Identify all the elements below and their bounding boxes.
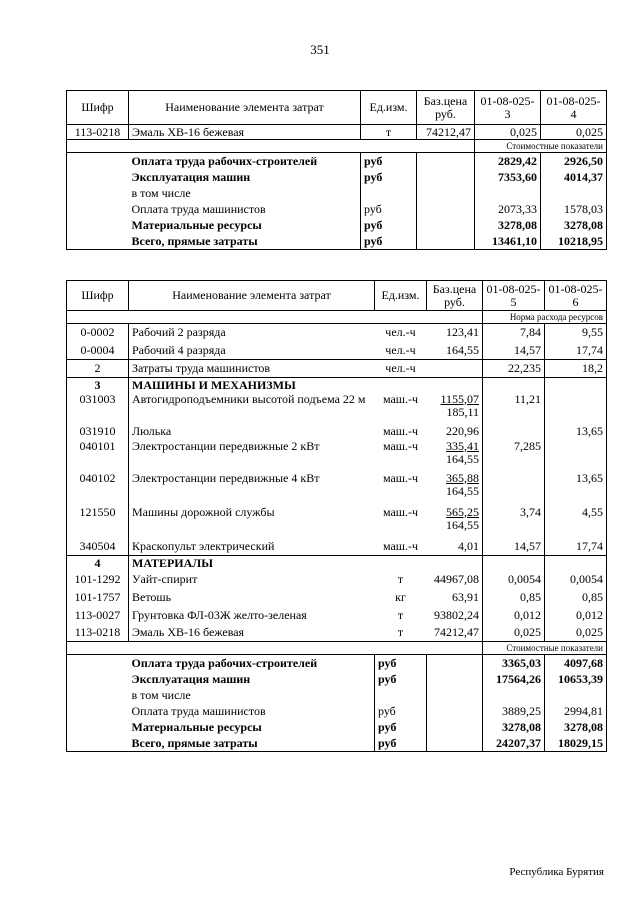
cell-code: 031003	[67, 393, 129, 423]
cell-v1: 0,85	[483, 589, 545, 607]
total-unit: руб	[361, 233, 417, 250]
cost-caption: Стоимостные показатели	[483, 642, 607, 655]
header-code: Шифр	[67, 91, 129, 125]
cell-unit: т	[375, 625, 427, 642]
cell-v1: 0,0054	[483, 571, 545, 589]
cell-name: Уайт-спирит	[129, 571, 375, 589]
cell-price: 63,91	[452, 590, 479, 604]
header-price: Баз.цена руб.	[427, 281, 483, 311]
cell-v1: 7,285	[483, 440, 545, 472]
total-label: Эксплуатация машин	[131, 672, 251, 686]
cell-price: 365,88	[446, 470, 479, 485]
total-label: Оплата труда машинистов	[131, 202, 266, 216]
cell-code: 113-0027	[67, 607, 129, 625]
cell-v2: 13,65	[545, 423, 607, 440]
cell-v1: 0,025	[475, 125, 541, 140]
cell-v1: 3,74	[483, 506, 545, 538]
section-code: 3	[67, 378, 129, 393]
table-row	[67, 342, 607, 360]
cost-table-1	[66, 90, 607, 250]
norm-caption: Норма расхода ресурсов	[483, 311, 607, 324]
cell-v2: 9,55	[545, 324, 607, 342]
table-row	[67, 423, 607, 440]
total-label: Всего, прямые затраты	[129, 735, 375, 752]
total-v2: 2994,81	[545, 703, 607, 719]
cell-code: 113-0218	[67, 125, 129, 140]
cell-v1: 11,21	[483, 393, 545, 423]
total-v1: 3278,08	[475, 217, 541, 233]
cell-price: 4,01	[427, 538, 483, 556]
table-row	[67, 571, 607, 589]
cell-v2: 4,55	[545, 506, 607, 538]
cell-price: 164,55	[427, 342, 483, 360]
section-code: 4	[67, 556, 129, 571]
cell-unit: т	[397, 608, 404, 622]
total-v1: 2829,42	[475, 153, 541, 170]
total-label: Материальные ресурсы	[131, 218, 262, 232]
total-label: Эксплуатация машин	[131, 170, 251, 184]
cell-name: Машины дорожной службы	[129, 506, 375, 538]
total-v2: 2926,50	[541, 153, 607, 170]
cell-name: Автогидроподъемники высотой подъема 22 м	[129, 393, 375, 423]
cell-price: 93802,24	[434, 608, 479, 622]
cell-v1: 14,57	[483, 342, 545, 360]
cell-unit: маш.-ч	[382, 470, 419, 485]
cell-code: 101-1292	[67, 571, 129, 589]
cell-unit: маш.-ч	[382, 423, 419, 438]
cell-name: Ветошь	[129, 589, 375, 607]
total-v1: 17564,26	[483, 671, 545, 687]
total-v1: 3889,25	[483, 703, 545, 719]
section-title: МАТЕРИАЛЫ	[129, 556, 375, 571]
cell-v1: 14,57	[483, 538, 545, 556]
cell-code: 2	[67, 360, 129, 378]
cell-v2: 0,012	[545, 607, 607, 625]
header-unit: Ед.изм.	[375, 281, 427, 311]
cell-v2: 0,025	[545, 625, 607, 642]
table-row	[67, 125, 607, 140]
table-row	[67, 440, 607, 472]
cell-price: 565,25	[446, 504, 479, 519]
cell-code: 340504	[67, 538, 129, 556]
cell-v1	[483, 472, 545, 506]
cell-unit: т	[361, 125, 417, 140]
cell-unit: маш.-ч	[382, 438, 419, 453]
cell-code: 113-0218	[67, 625, 129, 642]
total-v1: 13461,10	[475, 233, 541, 250]
page-number: 351	[310, 42, 330, 57]
total-unit: руб	[361, 153, 417, 170]
cost-table-2	[66, 280, 607, 752]
table-row	[67, 324, 607, 342]
total-label: Оплата труда рабочих-строителей	[131, 656, 318, 670]
total-label: в том числе	[131, 186, 191, 200]
total-v1: 2073,33	[475, 201, 541, 217]
cell-price: 123,41	[446, 325, 479, 340]
header-col2: 01-08-025-4	[541, 91, 607, 125]
cell-v2: 0,0054	[545, 571, 607, 589]
cell-v2: 17,74	[545, 342, 607, 360]
total-v2: 4097,68	[545, 655, 607, 672]
cell-v1	[483, 423, 545, 440]
total-label: Оплата труда рабочих-строителей	[131, 154, 318, 168]
table-row	[67, 472, 607, 506]
cell-unit: т	[397, 572, 404, 586]
section-title: МАШИНЫ И МЕХАНИЗМЫ	[129, 378, 375, 393]
total-v2: 3278,08	[541, 217, 607, 233]
cell-v2: 0,025	[541, 125, 607, 140]
cell-unit: чел.-ч	[375, 342, 427, 360]
cell-name: Электростанции передвижные 4 кВт	[129, 472, 375, 506]
cell-name: Люлька	[129, 423, 375, 440]
total-unit: руб	[375, 655, 427, 672]
total-unit: руб	[375, 735, 427, 752]
table-row	[67, 393, 607, 423]
total-unit: руб	[361, 201, 417, 217]
cell-unit: чел.-ч	[375, 360, 427, 378]
total-v1: 3365,03	[483, 655, 545, 672]
cell-price: 220,96	[446, 423, 479, 438]
total-v2: 10653,39	[545, 671, 607, 687]
cell-code: 101-1757	[67, 589, 129, 607]
cell-code: 0-0004	[67, 342, 129, 360]
cell-v1: 0,012	[483, 607, 545, 625]
total-unit: руб	[361, 169, 417, 185]
table-row	[67, 538, 607, 556]
total-v2: 4014,37	[541, 169, 607, 185]
total-v1: 7353,60	[475, 169, 541, 185]
cell-v2	[545, 393, 607, 423]
total-label: Оплата труда машинистов	[131, 704, 266, 718]
cell-code: 031910	[67, 423, 129, 440]
cell-unit: маш.-ч	[382, 391, 419, 406]
table-row	[67, 589, 607, 607]
cell-code: 0-0002	[67, 324, 129, 342]
cell-price-machinist: 164,55	[446, 451, 479, 466]
table-row	[67, 625, 607, 642]
cell-name: Грунтовка ФЛ-03Ж желто-зеленая	[129, 607, 375, 625]
cell-v1: 0,025	[483, 625, 545, 642]
cell-name: Эмаль ХВ-16 бежевая	[129, 625, 375, 642]
cell-price: 74212,47	[427, 625, 483, 642]
total-unit: руб	[375, 719, 427, 735]
cell-unit: чел.-ч	[385, 325, 416, 340]
cell-v2: 13,65	[545, 472, 607, 506]
cell-name: Краскопульт электрический	[129, 538, 375, 556]
cell-price: 1155,07	[440, 391, 479, 406]
cell-code: 040101	[67, 440, 129, 472]
header-name: Наименование элемента затрат	[129, 281, 375, 311]
cell-v2: 0,85	[545, 589, 607, 607]
cell-price-machinist: 164,55	[446, 517, 479, 532]
cost-caption: Стоимостные показатели	[475, 140, 607, 153]
header-col1: 01-08-025-3	[475, 91, 541, 125]
total-label: Материальные ресурсы	[131, 720, 262, 734]
cell-unit: маш.-ч	[382, 504, 419, 519]
total-label: Всего, прямые затраты	[129, 233, 361, 250]
cell-price: 335,41	[446, 438, 479, 453]
footer-region: Республика Бурятия	[509, 866, 604, 878]
total-v2: 18029,15	[545, 735, 607, 752]
header-unit: Ед.изм.	[361, 91, 417, 125]
total-v2: 1578,03	[541, 201, 607, 217]
cell-v2	[545, 440, 607, 472]
header-col2: 01-08-025-6	[545, 281, 607, 311]
cell-v2: 17,74	[545, 538, 607, 556]
cell-price-machinist: 164,55	[446, 483, 479, 498]
cell-name: Рабочий 4 разряда	[129, 342, 375, 360]
total-unit: руб	[361, 217, 417, 233]
table-row	[67, 506, 607, 538]
total-v2: 3278,08	[545, 719, 607, 735]
total-label: в том числе	[131, 688, 191, 702]
cell-name: Эмаль ХВ-16 бежевая	[129, 125, 361, 140]
cell-price: 74212,47	[417, 125, 475, 140]
cell-price-machinist: 185,11	[446, 404, 479, 419]
header-price: Баз.цена руб.	[417, 91, 475, 125]
cell-v2: 18,2	[545, 360, 607, 378]
total-unit: руб	[375, 671, 427, 687]
cell-code: 040102	[67, 472, 129, 506]
cell-v1: 22,235	[483, 360, 545, 378]
header-name: Наименование элемента затрат	[129, 91, 361, 125]
cell-unit: кг	[395, 590, 406, 604]
header-col1: 01-08-025-5	[483, 281, 545, 311]
cell-unit: маш.-ч	[375, 538, 427, 556]
cell-name: Рабочий 2 разряда	[129, 324, 375, 342]
total-unit: руб	[375, 703, 427, 719]
cell-name: Затраты труда машинистов	[129, 360, 375, 378]
cell-code: 121550	[67, 506, 129, 538]
cell-v1: 7,84	[483, 324, 545, 342]
table-row	[67, 607, 607, 625]
total-v1: 24207,37	[483, 735, 545, 752]
cell-name: Электростанции передвижные 2 кВт	[129, 440, 375, 472]
table-row	[67, 360, 607, 378]
header-code: Шифр	[67, 281, 129, 311]
total-v2: 10218,95	[541, 233, 607, 250]
cell-price: 44967,08	[434, 572, 479, 586]
total-v1: 3278,08	[483, 719, 545, 735]
